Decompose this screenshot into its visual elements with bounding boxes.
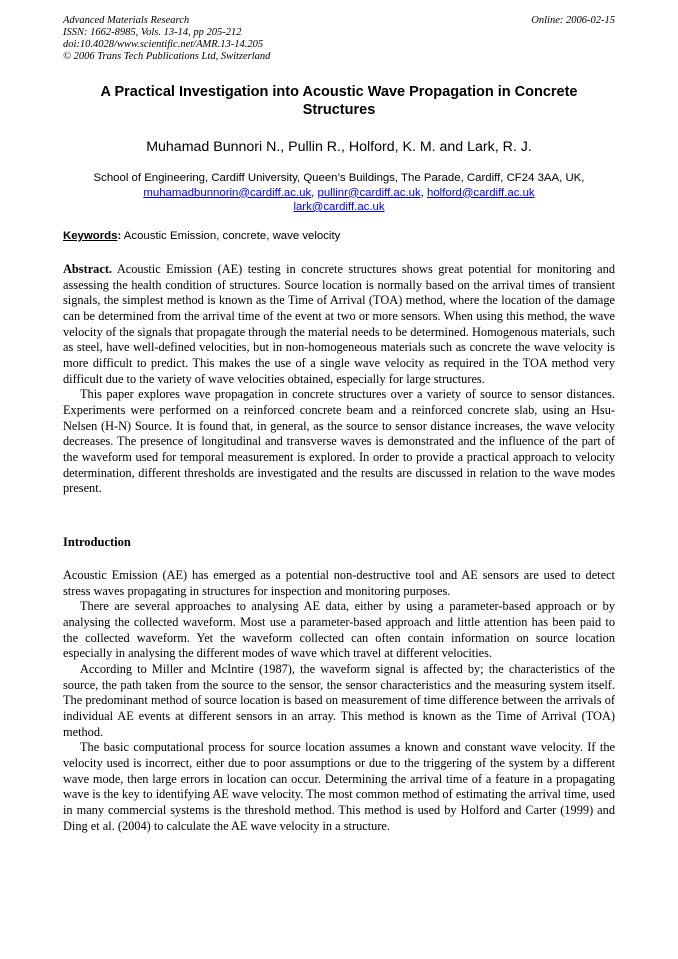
abstract-paragraph-2: This paper explores wave propagation in concrete structures over a variety of source to sensor distances. Experiments were performed on a reinforced concrete beam and a reinforced concrete slab, using an Hsu-Nelsen (H-N) Source. It is found that, in general, as the source to sensor distance increases, the wave velocity decreases. The presence of longitudinal and transverse waves is demonstrated and the influence of the part of the waveform used for temporal measurement is explored. In order to provide a practical approach to velocity determination, different thresholds are investigated and the results are discussed in relation to the wave modes present.	[63, 387, 615, 496]
abstract-text-1: Acoustic Emission (AE) testing in concrete structures shows great potential for monitoring and assessing the health condition of structures. Source location is normally based on the arrival times of transient signals, the simplest method is known as the Time of Arrival (TOA) method, where the location of the damage can be determined from the arrival time of the event at two or more sensors. When using this method, the wave velocity of the signals that propagate through the material needs to be determined. Homogenous materials, such as steel, have well-defined velocities, but in non-homogeneous materials such as concrete the wave velocity is more difficult to predict. This makes the use of a single wave velocity as required in the TOA method very difficult due to the variety of wave velocities obtained, especially for large structures.	[63, 262, 615, 386]
abstract-label: Abstract.	[63, 262, 113, 276]
affiliation-emails-line2	[63, 200, 615, 215]
keywords-line: Keywords: Acoustic Emission, concrete, wave velocity	[63, 230, 341, 242]
abstract-paragraph-1	[63, 262, 615, 387]
email-link[interactable]: holford@cardiff.ac.uk	[427, 186, 535, 199]
journal-issn: ISSN: 1662-8985, Vols. 13-14, pp 205-212	[63, 27, 242, 38]
affiliation-block	[63, 171, 615, 215]
journal-name: Advanced Materials Research	[63, 15, 190, 26]
keywords-label: Keywords	[63, 230, 118, 242]
paper-authors: Muhamad Bunnori N., Pullin R., Holford, K. M. and Lark, R. J.	[146, 139, 532, 155]
journal-copyright: © 2006 Trans Tech Publications Ltd, Switzerland	[63, 51, 271, 62]
keywords-text: Acoustic Emission, concrete, wave velocity	[123, 230, 341, 242]
affiliation-emails-line1: muhamadbunnorin@cardiff.ac.uk, pullinr@cardiff.ac.uk, holford@cardiff.ac.uk	[143, 186, 535, 199]
introduction-section	[63, 568, 615, 834]
abstract-section	[63, 262, 615, 497]
email-link[interactable]: muhamadbunnorin@cardiff.ac.uk	[143, 186, 312, 199]
section-heading-introduction: Introduction	[63, 535, 131, 549]
intro-paragraph-3: According to Miller and McIntire (1987), the waveform signal is affected by; the characteristics of the source, the path taken from the source to the sensor, the sensor characteristics and the measuring system itself. The predominant method of source location is based on measurement of time difference between the arrivals of individual AE events at different sensors in an array. This method is known as the Time of Arrival (TOA) method.	[63, 661, 615, 739]
email-link[interactable]: pullinr@cardiff.ac.uk	[317, 186, 421, 199]
email-link[interactable]: lark@cardiff.ac.uk	[293, 201, 385, 213]
journal-doi: doi:10.4028/www.scientific.net/AMR.13-14.205	[63, 39, 264, 50]
journal-header	[63, 15, 615, 63]
paper-title: A Practical Investigation into Acoustic Wave Propagation in Concrete Structures	[100, 84, 578, 118]
intro-paragraph-1: Acoustic Emission (AE) has emerged as a potential non-destructive tool and AE sensors are used to detect stress waves propagating in structures for inspection and monitoring purposes.	[63, 568, 615, 598]
affiliation-address: School of Engineering, Cardiff University, Queen’s Buildings, The Parade, Cardiff, CF24 3AA, UK,	[93, 172, 585, 184]
intro-paragraph-4: The basic computational process for source location assumes a known and constant wave velocity. If the velocity used is incorrect, either due to poor assumptions or due to the triggering of the system by a different wave mode, then large errors in location can occur. Determining the arrival time of a feature in a propagating wave is the key to identifying AE wave velocity. The most common method of estimating the arrival time, used in many commercial systems is the threshold method. This method is used by Holford and Carter (1999) and Ding et al. (2004) to calculate the AE wave velocity in a structure.	[63, 740, 615, 833]
intro-paragraph-2: There are several approaches to analysing AE data, either by using a parameter-based approach or by analysing the collected waveform. Most use a parameter-based approach and little attention has been paid to the collected waveform. Yet the waveform collected can often contain information on source location especially in analysing the different modes of wave which travel at different velocities.	[63, 599, 615, 661]
online-date: Online: 2006-02-15	[531, 15, 615, 26]
